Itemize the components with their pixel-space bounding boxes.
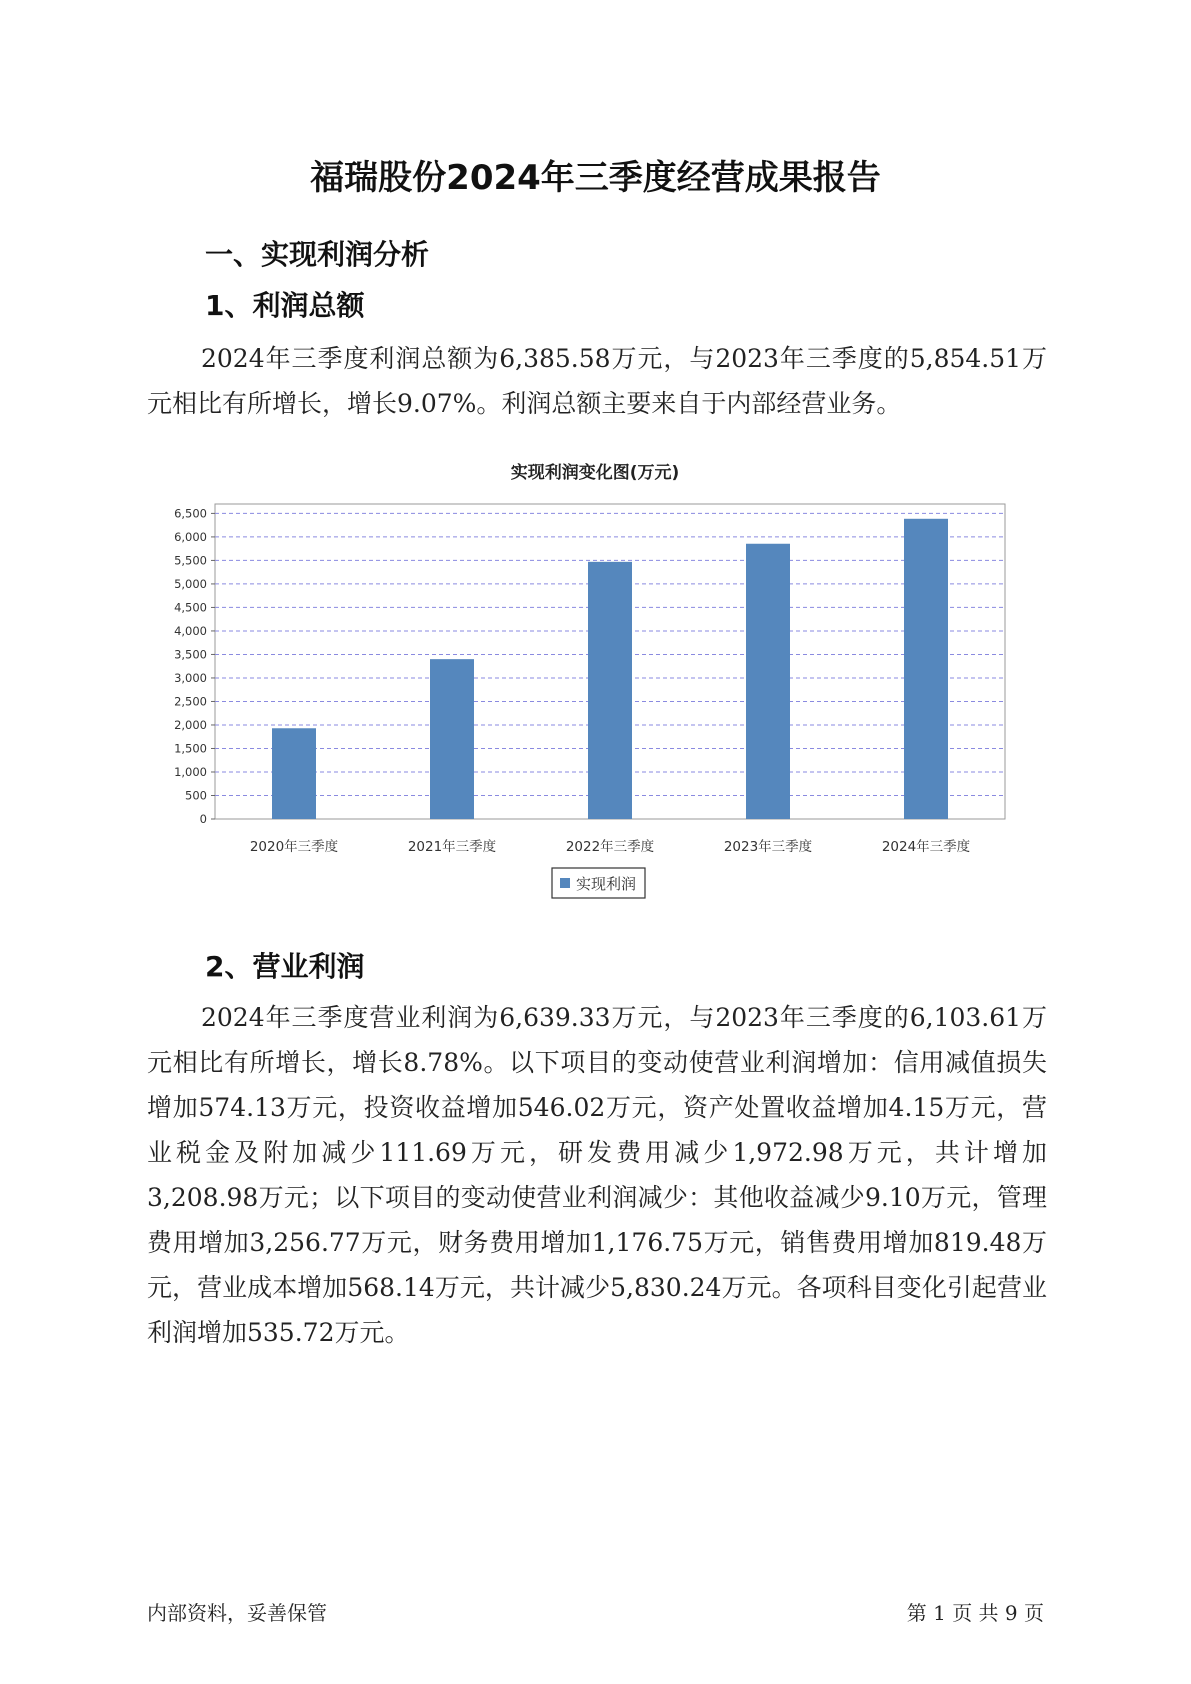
x-axis-ticks bbox=[250, 838, 971, 855]
x-tick-label: 2023年三季度 bbox=[723, 839, 813, 855]
y-tick-label: 1,500 bbox=[174, 741, 207, 756]
subsection-heading-total-profit: 1、利润总额 bbox=[205, 289, 365, 322]
legend-label: 实现利润 bbox=[576, 875, 637, 893]
bar bbox=[904, 519, 948, 819]
x-tick-label: 2020年三季度 bbox=[249, 839, 339, 855]
total-profit-paragraph: 2024年三季度利润总额为6,385.58万元，与2023年三季度的5,854.51万元相比有所增长，增长9.07%。利润总额主要来自于内部经营业务。 bbox=[147, 344, 1047, 418]
legend-swatch bbox=[560, 878, 570, 888]
y-tick-label: 500 bbox=[185, 788, 207, 803]
y-tick-label: 4,000 bbox=[174, 623, 207, 638]
x-tick-label: 2022年三季度 bbox=[565, 839, 655, 855]
subsection-heading-operating-profit: 2、营业利润 bbox=[205, 950, 365, 983]
footer-page-number: 第 1 页 共 9 页 bbox=[906, 1601, 1044, 1625]
y-tick-label: 3,500 bbox=[174, 647, 207, 662]
bar bbox=[430, 659, 474, 819]
y-tick-label: 0 bbox=[199, 812, 207, 826]
bar bbox=[746, 544, 790, 819]
y-tick-label: 4,500 bbox=[174, 600, 207, 615]
y-tick-label: 2,000 bbox=[174, 717, 207, 732]
x-tick-label: 2021年三季度 bbox=[407, 839, 497, 855]
section-heading-profit-analysis: 一、实现利润分析 bbox=[205, 238, 430, 271]
x-tick-label: 2024年三季度 bbox=[881, 839, 971, 855]
y-tick-label: 1,000 bbox=[174, 764, 207, 779]
y-tick-label: 5,500 bbox=[174, 553, 207, 568]
y-tick-label: 2,500 bbox=[174, 694, 207, 709]
legend bbox=[552, 868, 645, 898]
footer-confidential-note: 内部资料，妥善保管 bbox=[147, 1601, 327, 1625]
chart-title: 实现利润变化图(万元) bbox=[510, 463, 680, 483]
y-tick-label: 6,000 bbox=[174, 529, 207, 544]
operating-profit-paragraph: 2024年三季度营业利润为6,639.33万元，与2023年三季度的6,103.61万元相比有所增长，增长8.78%。以下项目的变动使营业利润增加：信用减值损失增加574.13万元，投资收益增加546.02万元，资产处置收益增加4.15万元，营业税金及附加减少111.69万元，研发费用减少1,972.98万元，共计增加3,208.98万元；以下项目的变动使营业利润减少：其他收益减少9.10万元，管理费用增加3,256.77万元，财务费用增加1,176.75万元，销售费用增加819.48万元，营业成本增加568.14万元，共计减少5,830.24万元。各项科目变化引起营业利润增加535.72万元。 bbox=[147, 1003, 1047, 1347]
y-tick-label: 6,500 bbox=[174, 506, 207, 521]
y-tick-label: 5,000 bbox=[174, 576, 207, 591]
y-tick-label: 3,000 bbox=[174, 670, 207, 685]
page-title: 福瑞股份2024年三季度经营成果报告 bbox=[310, 158, 881, 198]
y-axis-ticks bbox=[174, 506, 215, 826]
bar bbox=[272, 728, 316, 819]
bar bbox=[588, 562, 632, 819]
